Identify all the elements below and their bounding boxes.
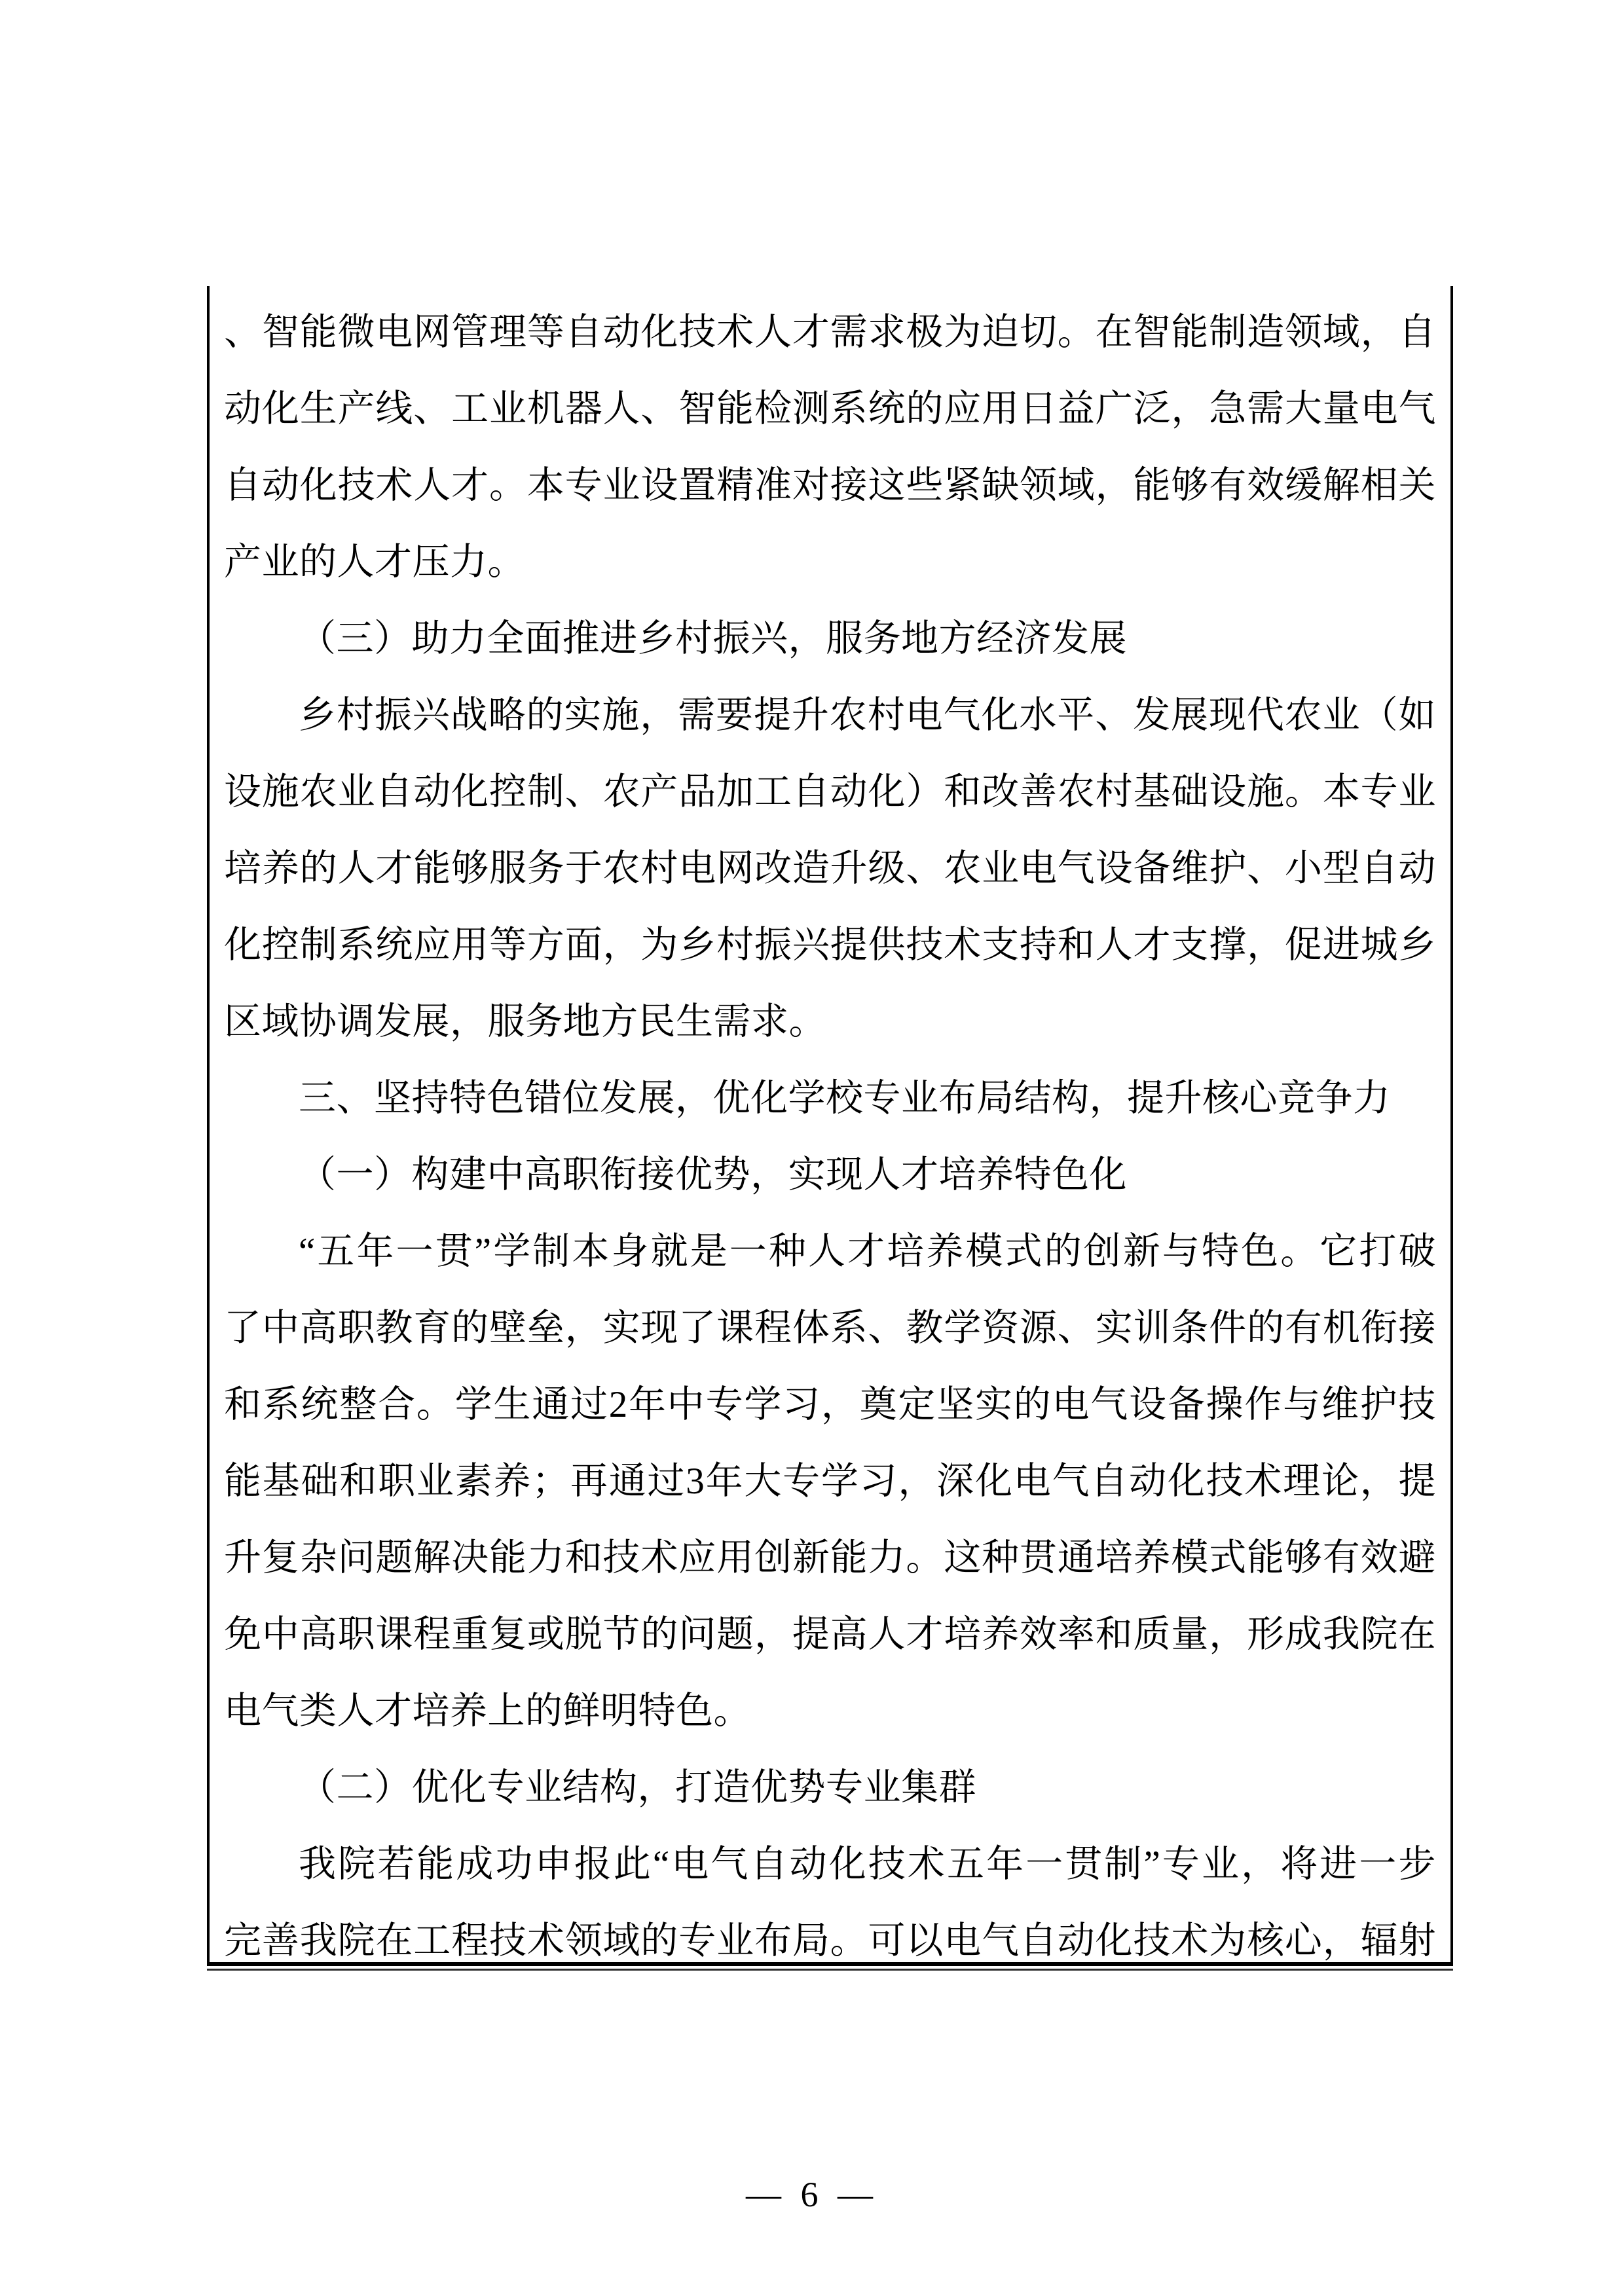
- text-line: 我院若能成功申报此“电气自动化技术五年一贯制”专业，将进一步: [299, 1844, 1436, 1885]
- text-line: 三、坚持特色错位发展，优化学校专业布局结构，提升核心竞争力: [299, 1078, 1391, 1119]
- text-line: 产业的人才压力。: [224, 541, 525, 583]
- text-line: 区域协调发展，服务地方民生需求。: [224, 1001, 826, 1042]
- text-line: 了中高职教育的壁垒，实现了课程体系、教学资源、实训条件的有机衔接: [224, 1307, 1436, 1349]
- text-line: 电气类人才培养上的鲜明特色。: [224, 1690, 751, 1732]
- text-line: 免中高职课程重复或脱节的问题，提高人才培养效率和质量，形成我院在: [224, 1614, 1436, 1655]
- text-line: “五年一贯”学制本身就是一种人才培养模式的创新与特色。它打破: [299, 1231, 1436, 1272]
- text-line: 和系统整合。学生通过2年中专学习，奠定坚实的电气设备操作与维护技: [224, 1384, 1436, 1425]
- text-line: 设施农业自动化控制、农产品加工自动化）和改善农村基础设施。本专业: [224, 771, 1436, 812]
- document-text: [210, 286, 1450, 1979]
- text-line: 培养的人才能够服务于农村电网改造升级、农业电气设备维护、小型自动: [224, 848, 1436, 889]
- text-line: 、智能微电网管理等自动化技术人才需求极为迫切。在智能制造领域，自: [224, 312, 1436, 353]
- text-line: 乡村振兴战略的实施，需要提升农村电气化水平、发展现代农业（如: [299, 695, 1436, 736]
- text-line: 完善我院在工程技术领域的专业布局。可以电气自动化技术为核心，辐射: [224, 1920, 1436, 1961]
- text-line: 化控制系统应用等方面，为乡村振兴提供技术支持和人才支撑，促进城乡: [224, 924, 1436, 966]
- text-line: （二）优化专业结构，打造优势专业集群: [299, 1767, 976, 1808]
- page-number: — 6 —: [746, 2175, 878, 2214]
- text-line: （一）构建中高职衔接优势，实现人才培养特色化: [299, 1154, 1127, 1195]
- document-body-frame: [207, 286, 1453, 1966]
- text-line: （三）助力全面推进乡村振兴，服务地方经济发展: [299, 618, 1127, 659]
- text-line: 自动化技术人才。本专业设置精准对接这些紧缺领域，能够有效缓解相关: [224, 465, 1436, 506]
- text-line: 能基础和职业素养；再通过3年大专学习，深化电气自动化技术理论，提: [224, 1461, 1436, 1502]
- text-line: 动化生产线、工业机器人、智能检测系统的应用日益广泛，急需大量电气: [224, 388, 1436, 429]
- text-line: 升复杂问题解决能力和技术应用创新能力。这种贯通培养模式能够有效避: [224, 1537, 1436, 1578]
